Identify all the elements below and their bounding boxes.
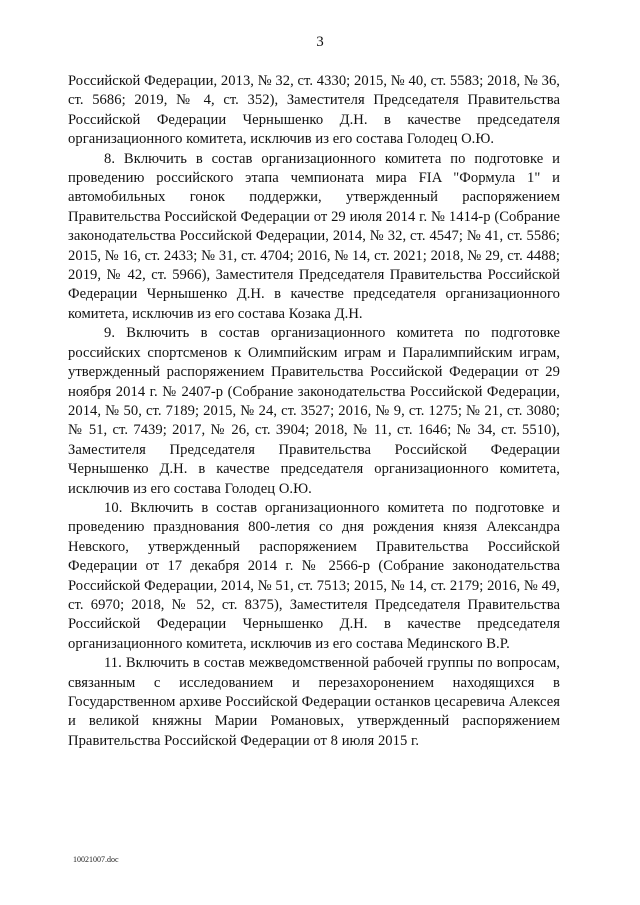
document-body [68,72,560,751]
paragraph-item-11: 11. Включить в состав межведомственной рабочей группы по вопросам, связанным с исследованием и перезахоронением находящихся в Государственном архиве Российской Федерации останков цесаревича Алексея и великой княжны Марии Романовых, утвержденный распоряжением Правительства Российской Федерации от 8 июля 2015 г. [68,655,560,749]
paragraph-item-9: 9. Включить в состав организационного комитета по подготовке российских спортсменов к Олимпийским играм и Паралимпийским играм, утвержденный распоряжением Правительства Российской Федерации от 29 ноября 2014 г. № 2407-р (Собрание законодательства Российской Федерации, 2014, № 50, ст. 7189; 2015, № 24, ст. 3527; 2016, № 9, ст. 1275; № 21, ст. 3080; № 51, ст. 7439; 2017, № 26, ст. 3904; 2018, № 11, ст. 1646; № 34, ст. 5510), Заместителя Председателя Правительства Российской Федерации Чернышенко Д.Н. в качестве председателя организационного комитета, исключив из его состава Голодец О.Ю. [68,325,560,497]
document-footer-code: 10021007.doc [73,855,119,864]
paragraph-continuation: Российской Федерации, 2013, № 32, ст. 4330; 2015, № 40, ст. 5583; 2018, № 36, ст. 5686; 2019, № 4, ст. 352), Заместителя Председателя Правительства Российской Федерации Чернышенко Д.Н. в качестве председателя организационного комитета, исключив из его состава Голодец О.Ю. [68,73,560,148]
paragraph-item-10: 10. Включить в состав организационного комитета по подготовке и проведению празднования 800-летия со дня рождения князя Александра Невского, утвержденный распоряжением Правительства Российской Федерации от 17 декабря 2014 г. № 2566-р (Собрание законодательства Российской Федерации, 2014, № 51, ст. 7513; 2015, № 14, ст. 2179; 2016, № 49, ст. 6970; 2018, № 52, ст. 8375), Заместителя Председателя Правительства Российской Федерации Чернышенко Д.Н. в качестве председателя организационного комитета, исключив из его состава Мединского В.Р. [68,499,560,652]
page-number: 3 [316,34,324,50]
paragraph-item-8: 8. Включить в состав организационного комитета по подготовке и проведению российского этапа чемпионата мира FIA "Формула 1" и автомобильных гонок поддержки, утвержденный распоряжением Правительства Российской Федерации от 29 июля 2014 г. № 1414-р (Собрание законодательства Российской Федерации, 2014, № 32, ст. 4547; № 41, ст. 5586; 2015, № 16, ст. 2433; № 31, ст. 4704; 2016, № 14, ст. 2021; 2018, № 29, ст. 4488; 2019, № 42, ст. 5966), Заместителя Председателя Правительства Российской Федерации Чернышенко Д.Н. в качестве председателя организационного комитета, исключив из его состава Козака Д.Н. [68,150,560,322]
